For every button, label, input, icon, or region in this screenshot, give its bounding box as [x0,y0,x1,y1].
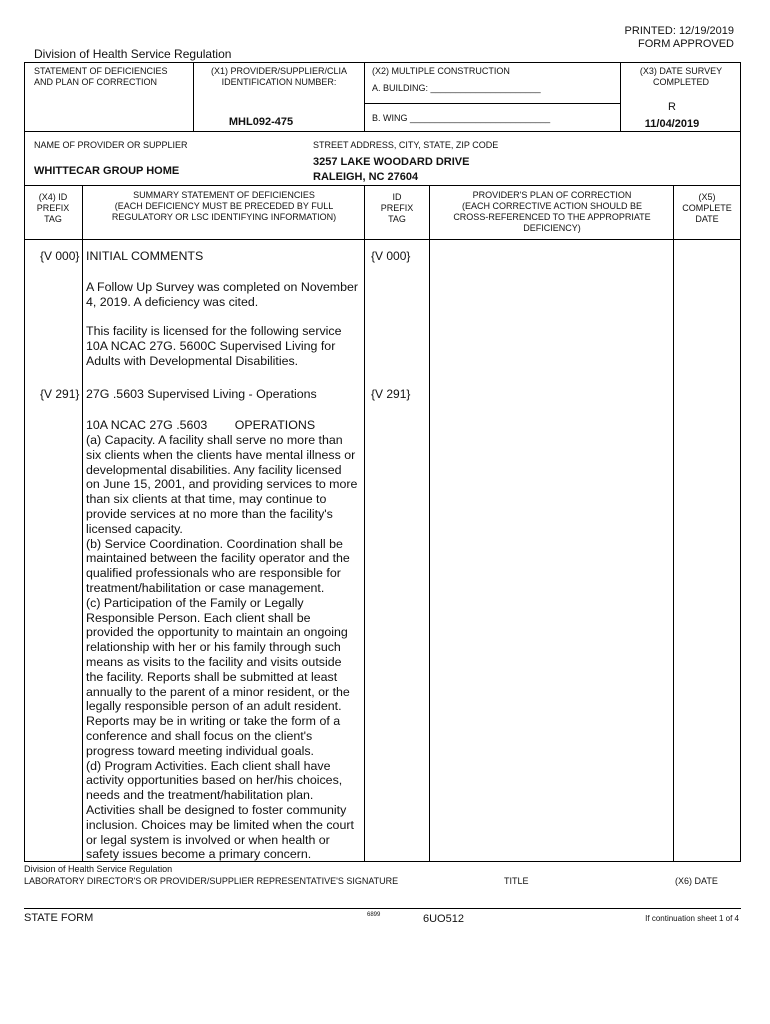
divider [364,103,620,104]
divider [620,62,621,132]
printed-date: PRINTED: 12/19/2019 [624,25,734,37]
statement-label: STATEMENT OF DEFICIENCIES AND PLAN OF CORRECTION [34,66,168,87]
divider [364,62,365,132]
v000-tag: {V 000} [40,249,80,263]
state-form: STATE FORM [24,912,94,924]
provider-name: WHITTECAR GROUP HOME [34,165,180,177]
regulation-body: (a) Capacity. A facility shall serve no more than six clients when the clients have mental illness or developmental disabilities. Any facility licensed on June 15, 2001, and providing services to more than six clients at that time, may continue to provide services at no more than the facility's licensed capacity. (b) Service Coordination. Coordination shall be maintained between the facility operator and the qualified professionals who are responsible for treatment/habilitation or case management. (c) Participation of the Family or Legally Responsible Person. Each client shall be provided the opportunity to maintain an ongoing relationship with her or his family through such means as visits to the facility and visits outside the facility. Reports shall be submitted at least annually to the parent of a minor resident, or the legally responsible person of an adult resident. Reports may be in writing or take the form of a conference and shall focus on the client's progress toward meeting individual goals. (d) Program Activities. Each client shall have activity opportunities based on her/his choices, needs and the treatment/habilitation plan. Activities shall be designed to foster community inclusion. Choices may be limited when the court or legal system is involved or when health or safety issues become a primary concern. [86,433,358,862]
col-summary-header: SUMMARY STATEMENT OF DEFICIENCIES (EACH DEFICIENCY MUST BE PRECEDED BY FULL REGULATORY OR LSC IDENTIFYING INFORMATION) [111,190,337,222]
form-approved: FORM APPROVED [638,38,734,50]
col-plan-header: PROVIDER'S PLAN OF CORRECTION (EACH CORRECTIVE ACTION SHOULD BE CROSS-REFERENCED TO THE APPROPRIATE DEFICIENCY) [453,190,651,233]
divider [193,62,194,132]
address-line2: RALEIGH, NC 27604 [313,171,419,183]
address-line1: 3257 LAKE WOODARD DRIVE [313,156,470,168]
x3-date: 11/04/2019 [644,118,700,130]
title-label: TITLE [504,876,529,886]
x2-label: (X2) MULTIPLE CONSTRUCTION [372,66,510,76]
signature-label: LABORATORY DIRECTOR'S OR PROVIDER/SUPPLIER REPRESENTATIVE'S SIGNATURE [24,876,399,886]
table-left-line [24,62,25,862]
footer-line [24,908,741,909]
provider-name-label: NAME OF PROVIDER OR SUPPLIER [34,140,188,150]
v000-title: INITIAL COMMENTS [86,249,204,263]
divider [82,185,83,861]
license-paragraph: This facility is licensed for the following service 10A NCAC 27G. 5600C Supervised Living for Adults with Developmental Disabilities. [86,324,342,368]
x1-label: (X1) PROVIDER/SUPPLIER/CLIA IDENTIFICATION NUMBER: [210,66,348,87]
x3-label: (X3) DATE SURVEY COMPLETED [639,66,723,87]
event-id: 6UO512 [423,913,464,925]
footer-division: Division of Health Service Regulation [24,864,173,874]
divider [429,185,430,861]
divider [673,185,674,861]
v291-title: 27G .5603 Supervised Living - Operations [86,387,317,401]
x1-value: MHL092-475 [228,116,294,128]
col-x5-header: (X5) COMPLETE DATE [682,192,732,224]
x3-r: R [668,101,676,113]
divider [364,185,365,861]
col-x4-header: (X4) ID PREFIX TAG [36,192,70,224]
wing-label: B. WING ____________________________ [372,113,551,123]
form-number: 6899 [367,912,381,918]
follow-up-paragraph: A Follow Up Survey was completed on November 4, 2019. A deficiency was cited. [86,280,359,309]
table-right-line [740,62,741,862]
divider [24,185,741,186]
divider [24,239,741,240]
x6-date-label: (X6) DATE [675,876,718,886]
table-top-line [24,62,741,63]
v291-tag: {V 291} [40,387,80,401]
col-id-header: ID PREFIX TAG [380,192,414,224]
building-label: A. BUILDING: ______________________ [372,83,541,93]
continuation-sheet: If continuation sheet 1 of 4 [645,914,739,923]
v291-id: {V 291} [371,387,411,401]
divider [24,131,741,132]
regulation-heading: 10A NCAC 27G .5603 OPERATIONS [86,418,316,432]
address-label: STREET ADDRESS, CITY, STATE, ZIP CODE [313,140,499,150]
division-title: Division of Health Service Regulation [34,47,232,61]
v000-id: {V 000} [371,249,411,263]
